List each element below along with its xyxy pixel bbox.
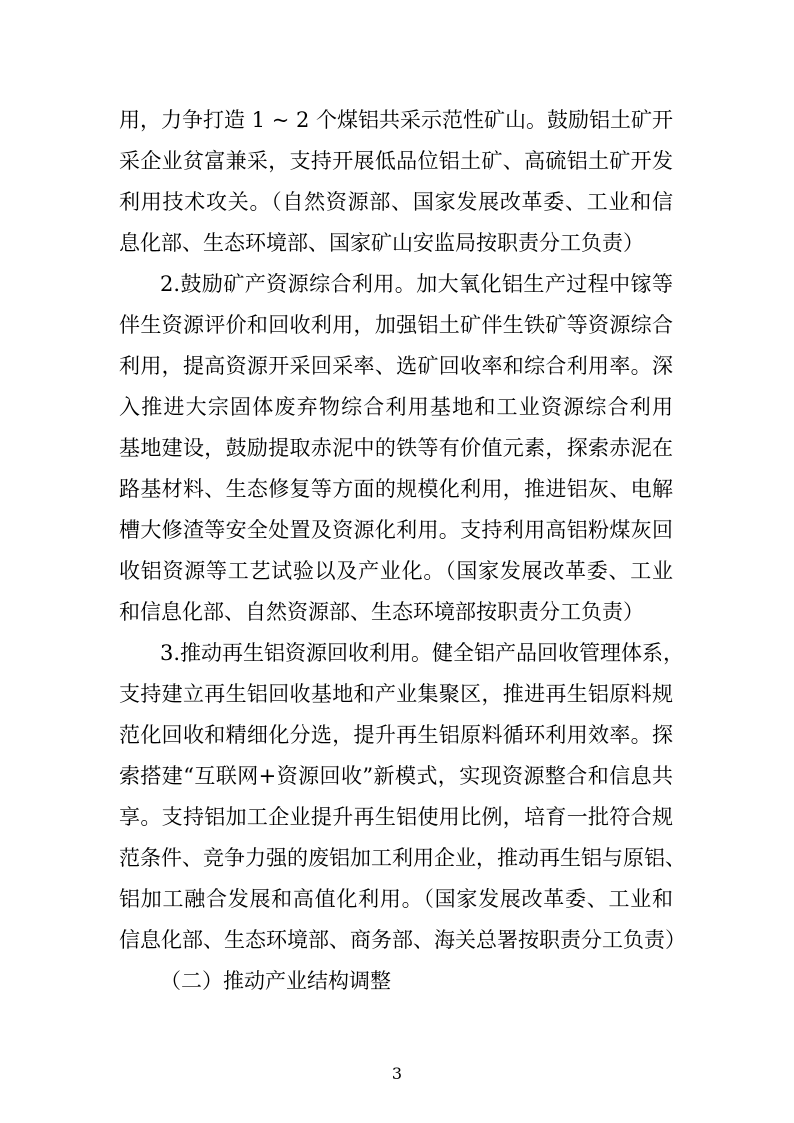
text-line: 和信息化部、自然资源部、生态环境部按职责分工负责） [119,600,644,624]
text-line: 享。支持铝加工企业提升再生铝使用比例，培育一批符合规 [119,805,673,829]
text-line: 息化部、生态环境部、国家矿山安监局按职责分工负责） [119,231,644,255]
text-line: 入推进大宗固体废弃物综合利用基地和工业资源综合利用 [119,395,673,419]
text-line: 范化回收和精细化分选，提升再生铝原料循环利用效率。探 [119,723,673,747]
text-line: 铝加工融合发展和高值化利用。（国家发展改革委、工业和 [119,887,673,911]
text-line: 支持建立再生铝回收基地和产业集聚区，推进再生铝原料规 [119,682,673,706]
paragraph-heading-line: 3.推动再生铝资源回收利用。健全铝产品回收管理体系， [160,641,685,665]
page-number: 3 [391,1064,403,1083]
text-line: 采企业贫富兼采，支持开展低品位铝土矿、高硫铝土矿开发 [119,149,673,173]
text-line: 路基材料、生态修复等方面的规模化利用，推进铝灰、电解 [119,477,673,501]
text-line: 伴生资源评价和回收利用，加强铝土矿伴生铁矿等资源综合 [119,313,673,337]
text-line: 利用，提高资源开采回采率、选矿回收率和综合利用率。深 [119,354,673,378]
text-line: 索搭建“互联网+资源回收”新模式，实现资源整合和信息共 [119,764,673,788]
text-line: 用，力争打造 1 ~ 2 个煤铝共采示范性矿山。鼓励铝土矿开 [119,108,674,132]
text-line: 槽大修渣等安全处置及资源化利用。支持利用高铝粉煤灰回 [119,518,673,542]
paragraph-heading-line: 2.鼓励矿产资源综合利用。加大氧化铝生产过程中镓等 [160,272,673,296]
text-line: 信息化部、生态环境部、商务部、海关总署按职责分工负责） [119,928,686,952]
section-heading: （二）推动产业结构调整 [160,969,391,993]
text-line: 收铝资源等工艺试验以及产业化。（国家发展改革委、工业 [119,559,673,583]
text-line: 基地建设，鼓励提取赤泥中的铁等有价值元素，探索赤泥在 [119,436,673,460]
text-line: 范条件、竞争力强的废铝加工利用企业，推动再生铝与原铝、 [119,846,686,870]
text-line: 利用技术攻关。（自然资源部、国家发展改革委、工业和信 [119,190,673,214]
